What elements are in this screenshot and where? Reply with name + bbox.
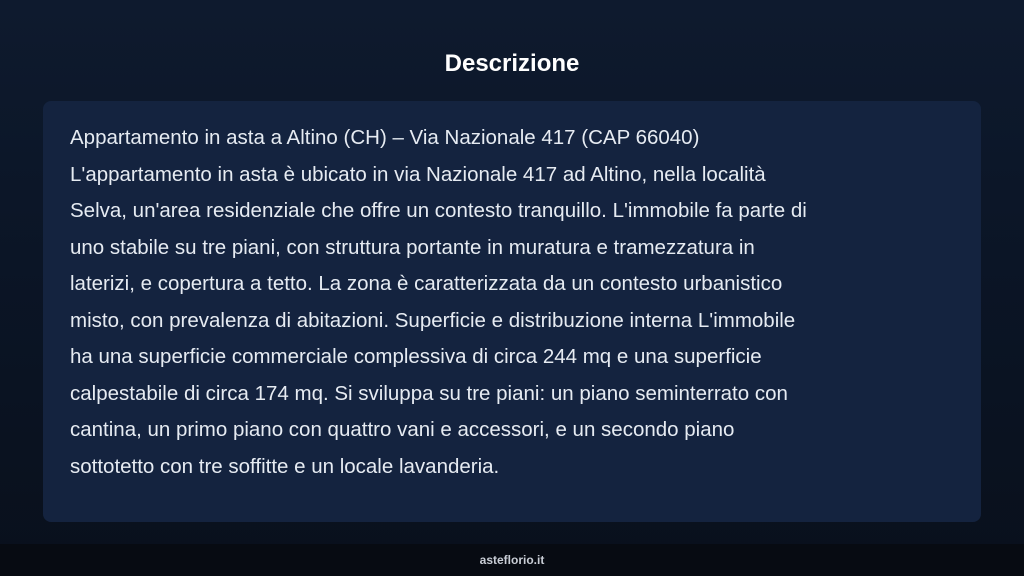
description-text: Appartamento in asta a Altino (CH) – Via Nazionale 417 (CAP 66040) L'appartamento in asta è ubicato in via Nazionale 417 ad Altino, nella località Selva, un'area residenziale che offre un contesto tranquillo. L'immobile fa parte di uno stabile su tre piani, con struttura portante in muratura e tramezzatura in laterizi, e copertura a tetto. La zona è caratterizzata da un contesto urbanistico misto, con prevalenza di abitazioni. Superficie e distribuzione interna L'immobile ha una superficie commerciale complessiva di circa 244 mq e una superficie calpestabile di circa 174 mq. Si sviluppa su tre piani: un piano seminterrato con cantina, un primo piano con quattro vani e accessori, e un secondo piano sottotetto con tre soffitte e un locale lavanderia. xyxy=(70,126,807,478)
description-card xyxy=(43,101,981,522)
footer-bar xyxy=(0,544,1024,576)
page-title: Descrizione xyxy=(444,50,580,77)
footer-site-link[interactable]: asteflorio.it xyxy=(479,553,545,567)
